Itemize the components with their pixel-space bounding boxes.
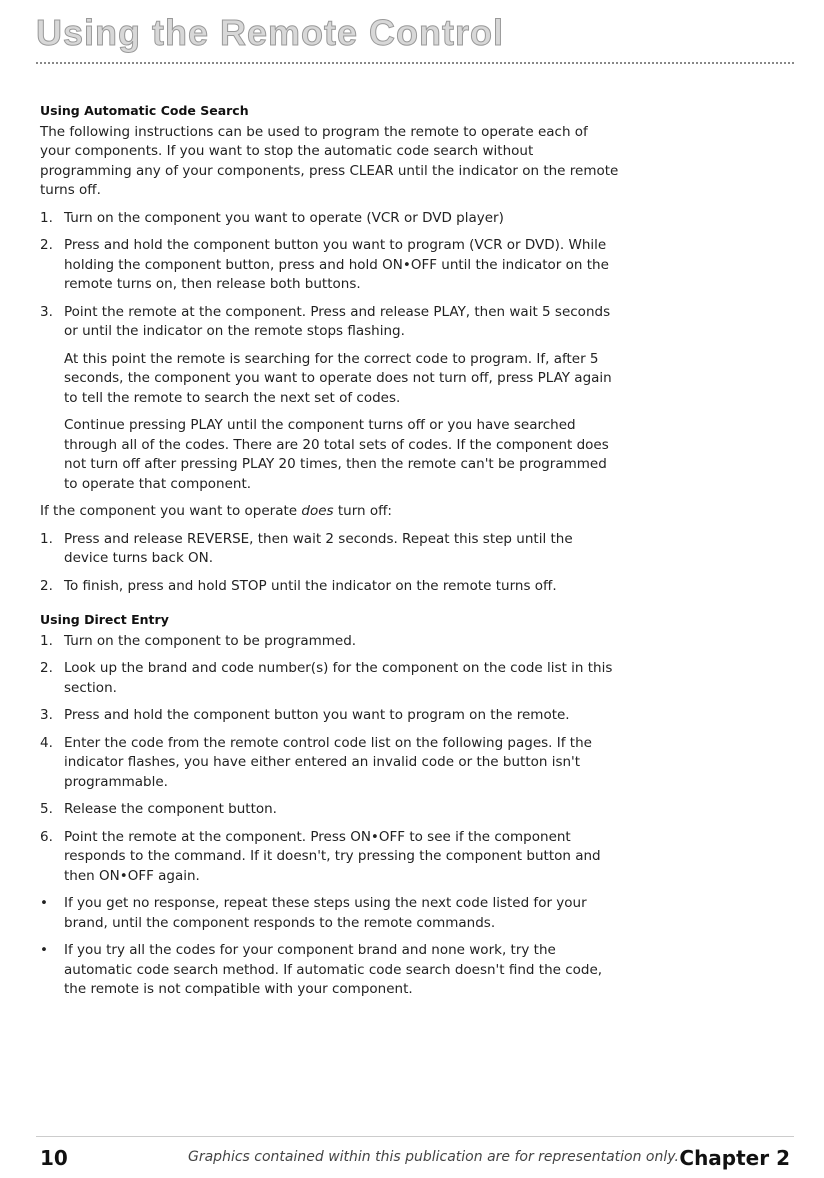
list-number: 1. bbox=[40, 209, 53, 226]
condition-suffix: turn off: bbox=[333, 503, 392, 519]
condition-emphasis: does bbox=[301, 503, 334, 519]
list-number: 3. bbox=[40, 303, 53, 320]
list-item bbox=[40, 828, 620, 887]
footer-divider bbox=[36, 1136, 794, 1137]
list-text: Press and hold the component button you want to program (VCR or DVD). While holding the component button, press and hold ON•OFF until the indicator on the remote turns on, then release both buttons. bbox=[64, 237, 609, 292]
list-text: Turn on the component to be programmed. bbox=[64, 632, 357, 649]
title-divider bbox=[36, 62, 794, 64]
bullet-mark: • bbox=[40, 895, 48, 911]
condition-prefix: If the component you want to operate bbox=[40, 503, 302, 519]
list-item bbox=[40, 236, 620, 295]
bullet-item bbox=[40, 894, 620, 933]
list-number: 6. bbox=[40, 828, 53, 845]
list-item bbox=[40, 706, 620, 726]
list-text: Press and hold the component button you want to program on the remote. bbox=[64, 707, 570, 723]
list-number: 1. bbox=[40, 530, 53, 547]
bullet-mark: • bbox=[40, 942, 48, 958]
list-item bbox=[40, 209, 620, 229]
list-item bbox=[40, 734, 620, 793]
bullet-item bbox=[40, 941, 620, 1000]
list-item bbox=[40, 632, 620, 652]
list-item bbox=[40, 800, 620, 820]
list-text: To finish, press and hold STOP until the indicator on the remote turns off. bbox=[64, 577, 557, 594]
condition-line bbox=[40, 502, 620, 522]
section-heading-direct: Using Direct Entry bbox=[40, 612, 169, 627]
page-title: Using the Remote Control bbox=[36, 12, 505, 53]
list-text: Press and release REVERSE, then wait 2 seconds. Repeat this step until the device turns back ON. bbox=[64, 530, 573, 566]
list-text: Release the component button. bbox=[64, 801, 277, 817]
list-text: Turn on the component you want to operate (VCR or DVD player) bbox=[64, 209, 504, 226]
list-item bbox=[40, 577, 620, 597]
list-number: 2. bbox=[40, 577, 53, 594]
list-number: 3. bbox=[40, 707, 53, 723]
list-text: Look up the brand and code number(s) for the component on the code list in this section. bbox=[64, 660, 613, 696]
footer-disclaimer: Graphics contained within this publication are for representation only. bbox=[188, 1149, 679, 1165]
list-item bbox=[40, 303, 620, 342]
intro-paragraph: The following instructions can be used to program the remote to operate each of your components. If you want to stop the automatic code search without programming any of your components, press CLEAR until the indicator on the remote turns off. bbox=[40, 123, 619, 198]
list-number: 2. bbox=[40, 660, 53, 676]
list-text: Enter the code from the remote control code list on the following pages. If the indicator flashes, you have either entered an invalid code or the button isn't programmable. bbox=[64, 734, 592, 790]
note-paragraph: At this point the remote is searching for the correct code to program. If, after 5 seconds, the component you want to operate does not turn off, press PLAY again to tell the remote to search the next set of codes. bbox=[64, 350, 612, 406]
list-number: 5. bbox=[40, 801, 53, 817]
list-number: 4. bbox=[40, 734, 53, 751]
list-number: 2. bbox=[40, 237, 53, 253]
section-heading-automatic: Using Automatic Code Search bbox=[40, 103, 249, 118]
list-text: Point the remote at the component. Press ON•OFF to see if the component responds to the command. If it doesn't, try pressing the component button and then ON•OFF again. bbox=[64, 828, 601, 884]
list-number: 1. bbox=[40, 632, 53, 649]
chapter-label: Chapter 2 bbox=[679, 1146, 790, 1170]
bullet-text: If you try all the codes for your component brand and none work, try the automatic code search method. If automatic code search doesn't find the code, the remote is not compatible with your component. bbox=[64, 942, 603, 997]
main-content bbox=[40, 101, 620, 1008]
list-item bbox=[40, 659, 620, 698]
list-text: Point the remote at the component. Press and release PLAY, then wait 5 seconds or until the indicator on the remote stops flashing. bbox=[64, 303, 611, 339]
page-number: 10 bbox=[40, 1146, 68, 1170]
note-paragraph: Continue pressing PLAY until the component turns off or you have searched through all of the codes. There are 20 total sets of codes. If the component does not turn off after pressing PLAY 20 times, then the remote can't be programmed to operate that component. bbox=[64, 417, 609, 492]
bullet-text: If you get no response, repeat these steps using the next code listed for your brand, until the component responds to the remote commands. bbox=[64, 895, 587, 931]
list-item bbox=[40, 530, 620, 569]
